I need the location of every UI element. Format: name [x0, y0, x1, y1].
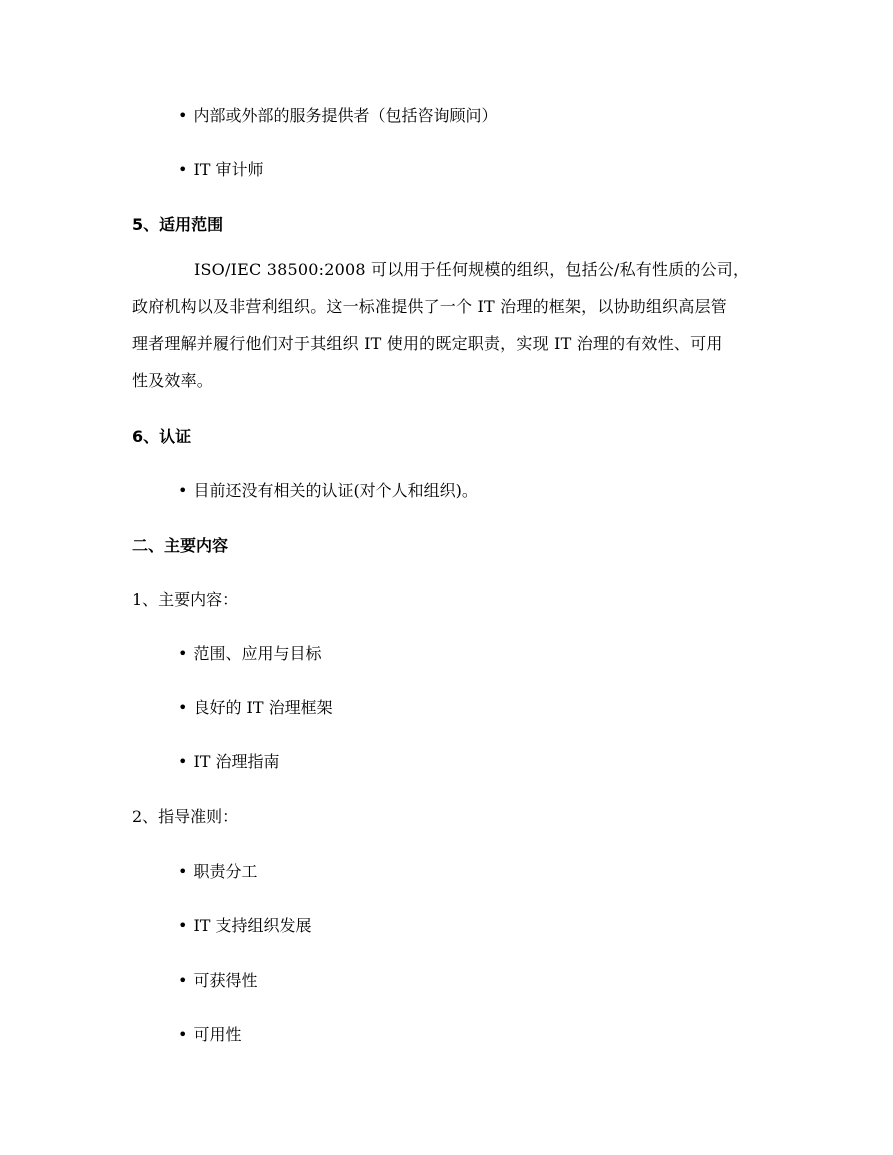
bullet-icon: •: [178, 862, 188, 881]
section-heading-certification: 6、认证: [132, 427, 192, 446]
list-item: • 可用性: [178, 1025, 242, 1044]
bullet-icon: •: [178, 752, 188, 771]
bullet-icon: •: [178, 698, 188, 717]
bullet-icon: •: [178, 106, 188, 125]
bullet-icon: •: [178, 1025, 188, 1044]
section-heading-scope: 5、适用范围: [132, 215, 224, 234]
list-item: • IT 审计师: [178, 160, 264, 179]
bullet-icon: •: [178, 160, 188, 179]
list-item: • 目前还没有相关的认证(对个人和组织)。: [178, 481, 478, 500]
bullet-icon: •: [178, 481, 188, 500]
bullet-icon: •: [178, 916, 188, 935]
section-heading-main-content: 二、主要内容: [132, 536, 229, 555]
list-item: • IT 支持组织发展: [178, 916, 312, 935]
list-item: • 范围、应用与目标: [178, 644, 322, 663]
list-item: • 内部或外部的服务提供者（包括咨询顾问）: [178, 106, 498, 125]
subsection-title-main-content: 1、主要内容：: [132, 590, 239, 609]
list-item: • 良好的 IT 治理框架: [178, 698, 333, 717]
bullet-icon: •: [178, 644, 188, 663]
bullet-icon: •: [178, 971, 188, 990]
list-item: • 职责分工: [178, 862, 258, 881]
scope-paragraph: ISO/IEC 38500:2008 可以用于任何规模的组织，包括公/私有性质的公司， 政府机构以及非营利组织。这一标准提供了一个 IT 治理的框架，以协助组织高层管 理者理解并履行他们对于其组织 IT 使用的既定职责，实现 IT 治理的有效性、可用 性及效率。: [132, 260, 750, 390]
list-item: • 可获得性: [178, 971, 258, 990]
subsection-title-guidelines: 2、指导准则：: [132, 807, 239, 826]
list-item: • IT 治理指南: [178, 752, 280, 771]
